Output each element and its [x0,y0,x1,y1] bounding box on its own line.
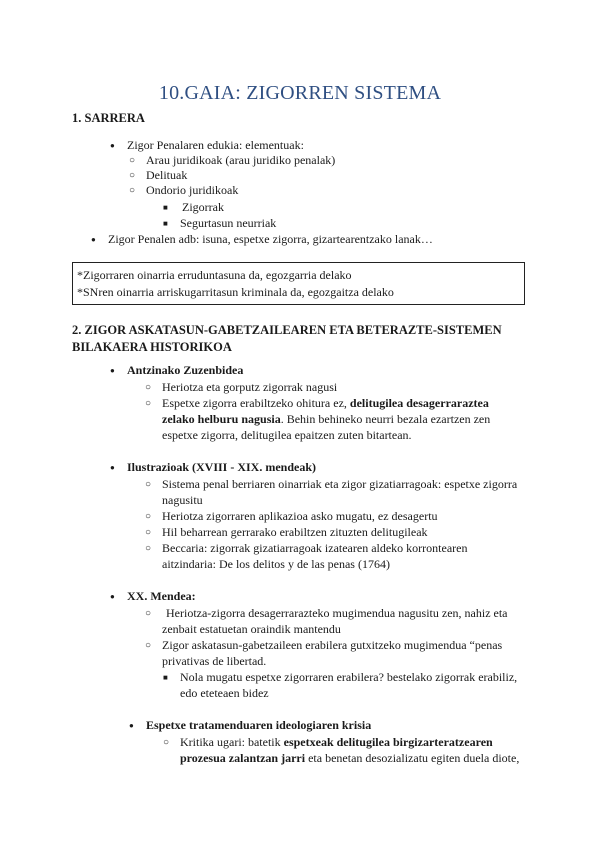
text-run: eta benetan desozializatu egiten duela diote, [305,751,520,765]
list-item: Heriotza eta gorputz zigorrak nagusi [162,380,338,394]
bullet-disc [110,137,115,154]
bullet-circle [145,540,151,557]
page-title: 10.GAIA: ZIGORREN SISTEMA [158,82,442,104]
note-box [72,262,525,305]
list-item: Beccaria: zigorrak gizatiarragoak izatearen aldeko korrontearen [162,541,468,555]
bullet-disc [91,231,96,248]
list-item: Ondorio juridikoak [146,183,239,197]
bullet-circle [145,524,151,541]
list-item-continuation: aitzindaria: De los delitos y de las penas (1764) [162,557,390,571]
bullet-circle [129,182,135,199]
bold-text: zelako helburu nagusia [162,412,281,426]
list-item: Zigor Penalen adb: isuna, espetxe zigorra, gizartearentzako lanak… [108,232,433,246]
list-item-continuation: privativas de libertad. [162,654,267,668]
list-item: Nola mugatu espetxe zigorraren erabilera? bestelako zigorrak erabiliz, [180,670,518,684]
note-line: *Zigorraren oinarria erruduntasuna da, egozgarria delako [77,268,352,282]
list-item-continuation [162,411,490,427]
subsection-title: Ilustrazioak (XVIII - XIX. mendeak) [127,460,317,474]
bold-text: delitugilea desagerraraztea [349,396,489,410]
bullet-circle [145,476,151,493]
bullet-circle [163,734,169,751]
bullet-circle [145,508,151,525]
list-item: Hil beharrean gerrarako erabiltzen zituzten delitugileak [162,525,428,539]
bullet-square [163,669,168,686]
bold-text: prozesua zalantzan jarri [180,751,306,765]
list-item: Segurtasun neurriak [180,216,277,230]
list-item-continuation: edo eteteaen bidez [180,686,269,700]
bullet-disc [110,588,115,605]
list-item-continuation [180,750,519,766]
list-item: Zigor Penalaren edukia: elementuak: [127,138,304,152]
list-item-continuation: espetxe zigorra, delitugilea epaitzen zuten bitartean. [162,428,412,442]
bullet-circle [145,605,151,622]
list-item: Heriotza-zigorra desagerrarazteko mugimendua nagusitu zen, nahiz eta [166,606,508,620]
list-item [180,734,493,750]
bold-text: espetxeak delitugilea birgizarteratzearen [283,735,493,749]
text-run: Kritika ugari: batetik [180,735,284,749]
list-item: Sistema penal berriaren oinarriak eta zigor gizatiarragoak: espetxe zigorra [162,477,518,491]
bullet-circle [145,637,151,654]
list-item: Zigorrak [182,200,224,214]
list-item: Delituak [146,168,188,182]
note-line: *SNren oinarria arriskugarritasun kriminala da, egozgaitza delako [77,285,394,299]
bullet-disc [110,362,115,379]
section-2-heading-line: BILAKAERA HISTORIKOA [72,340,232,354]
bullet-circle [145,379,151,396]
list-item [162,395,489,411]
subsection-title: Antzinako Zuzenbidea [127,363,244,377]
bullet-disc [110,459,115,476]
bullet-disc [129,717,134,734]
text-run: Espetxe zigorra erabiltzeko ohitura ez, [162,396,350,410]
bullet-square [163,199,168,216]
section-2-heading-line: 2. ZIGOR ASKATASUN-GABETZAILEAREN ETA BETERAZTE-SISTEMEN [72,323,502,337]
section-2-heading [72,322,542,356]
bullet-circle [145,395,151,412]
bullet-square [163,215,168,232]
list-item: Heriotza zigorraren aplikazioa asko mugatu, ez desagertu [162,509,438,523]
list-item-continuation: zenbait estatuetan oraindik mantendu [162,622,341,636]
list-item: Zigor askatasun-gabetzaileen erabilera gutxitzeko mugimendua “penas [162,638,503,652]
list-item-continuation: nagusitu [162,493,203,507]
list-item: Arau juridikoak (arau juridiko penalak) [146,153,336,167]
section-1-heading: 1. SARRERA [72,111,145,125]
text-run: . Behin behineko neurri bezala ezartzen zen [280,412,491,426]
subsection-title: XX. Mendea: [127,589,196,603]
subsection-title: Espetxe tratamenduaren ideologiaren krisia [146,718,372,732]
